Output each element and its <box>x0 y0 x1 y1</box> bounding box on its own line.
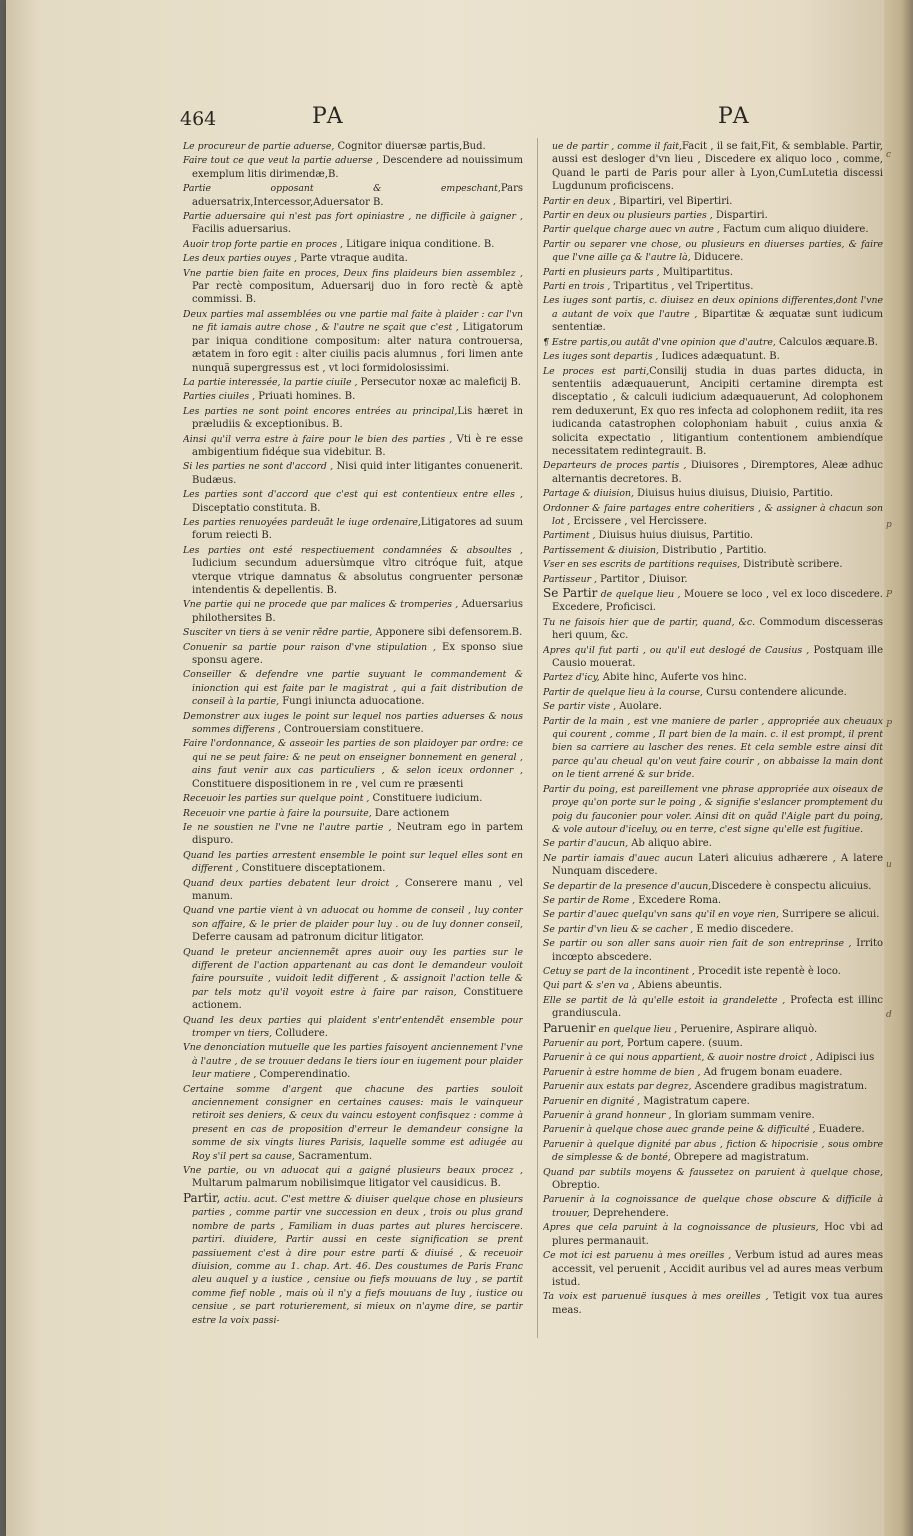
latin-gloss: Litigatores ad suum forum reiecti B. <box>192 516 523 542</box>
french-phrase: Quand vne partie vient à vn aduocat ou homme de conseil , luy conter son affaire, & le prier de plaider pour luy . ou de luy donner conseil, <box>183 905 523 930</box>
dictionary-entry <box>543 965 883 978</box>
french-phrase: Ordonner & faire partages entre coheritiers , & assigner à chacun son lot , <box>543 502 883 527</box>
running-head-right: PA <box>718 104 751 129</box>
french-phrase: Partie aduersaire qui n'est pas fort opiniastre , ne difficile à gaigner , <box>183 211 523 223</box>
latin-gloss: In gloriam summam venire. <box>671 1110 815 1122</box>
dictionary-entry <box>543 487 883 500</box>
latin-gloss: Excedere Roma. <box>635 894 722 906</box>
french-phrase: Parties ciuiles , <box>183 391 256 403</box>
page-header <box>180 104 880 136</box>
dictionary-entry <box>183 946 523 1013</box>
french-phrase: Vne partie, ou vn aduocat qui a gaigné plusieurs beaux procez , <box>183 1165 523 1177</box>
dictionary-entry <box>183 238 523 251</box>
latin-gloss: Colludere. <box>272 1028 328 1039</box>
french-phrase: Ie ne soustien ne l'vne ne l'autre partie , <box>183 821 392 833</box>
latin-gloss: Persecutor noxæ ac maleficij B. <box>357 376 521 388</box>
latin-gloss: Constituere iudicium. <box>369 793 483 805</box>
french-phrase: Se partir ou son aller sans auoir rien fait de son entreprinse , <box>543 938 852 950</box>
latin-gloss: Surripere se alicui. <box>778 909 880 921</box>
latin-gloss: Ercissere , vel Hercissere. <box>570 515 707 527</box>
french-phrase: Faire tout ce que veut la partie aduerse , <box>183 155 379 167</box>
dictionary-entry <box>183 433 523 460</box>
french-phrase: Paruenir à la cognoissance de quelque chose obscure & difficile à trouuer, <box>543 1194 883 1219</box>
french-phrase: en quelque lieu , <box>595 1023 678 1035</box>
dictionary-entry <box>183 821 523 848</box>
dictionary-entry <box>543 671 883 684</box>
latin-gloss: Peruenire, Aspirare aliquò. <box>677 1023 818 1035</box>
latin-gloss: Litigatorum par iniqua conditione compositum: alter natura controuersa, ætatem in foro egit : alter ciuilis pacis alumnus , fori limen ante nunquã supergressus est , vt loci formidolosissimi. <box>192 322 523 374</box>
french-phrase: Partisseur , <box>543 573 597 585</box>
french-phrase: Demonstrer aux iuges le point sur lequel nos parties aduerses & nous sommes differens , <box>183 710 523 736</box>
latin-gloss: Postquam ille Causio mouerat. <box>552 644 883 670</box>
french-phrase: Ne partir iamais d'auec aucun <box>543 852 694 864</box>
latin-gloss: Lateri alicuius adhærere , A latere Nunquam discedere. <box>552 852 883 878</box>
dictionary-entry <box>183 154 523 181</box>
latin-gloss: Ad frugem bonam euadere. <box>700 1066 843 1078</box>
french-phrase: La partie interessée, la partie ciuile , <box>183 376 358 388</box>
latin-gloss: Distributè scribere. <box>740 559 843 571</box>
dictionary-entry <box>183 405 523 432</box>
latin-gloss: Commodum discesseras heri quum, &c. <box>552 616 883 642</box>
latin-gloss: Mouere se loco , vel ex loco discedere. Excedere, Proficisci. <box>552 589 883 614</box>
latin-gloss: Conserere manu , vel manum. <box>192 877 523 902</box>
dictionary-entry <box>543 783 883 837</box>
french-phrase: Paruenir à grand honneur , <box>543 1110 672 1122</box>
french-phrase: Ta voix est paruenuë iusques à mes oreilles , <box>543 1291 769 1303</box>
dictionary-entry <box>543 1193 883 1220</box>
latin-gloss: Ascendere gradibus magistratum. <box>691 1081 868 1093</box>
french-phrase: Faire l'ordonnance, & asseoir les parties de son plaidoyer par ordre: ce qui ne se peut faire: & ne peut on enseigner bonnement en general , ains faut venir aux cas particuliers , & selon iceux ordonner , <box>183 738 523 777</box>
french-phrase: Partir quelque charge auec vn autre , <box>543 224 720 236</box>
dictionary-entry <box>543 880 883 893</box>
french-phrase: Si les parties ne sont d'accord , <box>183 461 334 473</box>
dictionary-entry <box>183 598 523 625</box>
french-phrase: de quelque lieu , <box>597 589 681 600</box>
dictionary-entry <box>543 1290 883 1317</box>
latin-gloss: Disceptatio constituta. B. <box>192 502 321 514</box>
dictionary-entry <box>183 877 523 904</box>
latin-gloss: Diuisores , Diremptores, Aleæ adhuc alternantis decretores. B. <box>552 460 883 485</box>
latin-gloss: Apponere sibi defensorem.B. <box>372 627 523 639</box>
dictionary-entry <box>183 182 523 209</box>
latin-gloss: Abite hinc, Auferte vos hinc. <box>599 672 747 684</box>
latin-gloss: Obreptio. <box>552 1180 600 1192</box>
dictionary-entry <box>543 558 883 571</box>
dictionary-entry <box>183 308 523 375</box>
french-phrase: Conseiller & defendre vne partie suyuant le commandement & inionction qui est faite par le magistrat , qui a fait distribution de conseil à la partie, <box>183 669 523 708</box>
dictionary-entry <box>183 849 523 876</box>
dictionary-entry <box>543 1080 883 1093</box>
latin-gloss: Profecta est illinc grandiuscula. <box>552 994 883 1020</box>
dictionary-entry <box>543 336 883 349</box>
dictionary-entry <box>183 1164 523 1191</box>
french-phrase: Ainsi qu'il verra estre à faire pour le bien des parties , <box>183 433 453 445</box>
dictionary-entry <box>183 668 523 708</box>
dictionary-entry <box>183 641 523 668</box>
latin-gloss: Facit , il se fait,Fit, & semblable. Partir, aussi est desloger d'vn lieu , Discedere ex aliquo loco , comme, Quand le parti de Paris pour aller à Lyon,CumLutetia discessi Lugdunum proficiscens. <box>552 141 883 193</box>
edge-glyph: P <box>886 720 893 730</box>
dictionary-entry <box>543 616 883 643</box>
french-phrase: Se partir d'auec quelqu'vn sans qu'il en voye rien, <box>543 909 779 921</box>
dictionary-entry <box>543 294 883 334</box>
dictionary-entry <box>543 459 883 486</box>
latin-gloss: Procedit iste repentè è loco. <box>694 965 841 977</box>
french-phrase: Paruenir au port, <box>543 1038 624 1049</box>
dictionary-entry <box>183 544 523 598</box>
dictionary-entry <box>543 994 883 1021</box>
french-phrase: Paruenir aux estats par degrez, <box>543 1081 692 1093</box>
french-phrase: Les iuges sont departis , <box>543 351 659 363</box>
dictionary-entry <box>543 979 883 992</box>
latin-gloss: Consilij studia in duas partes diducta, in sententiis adæquauerunt, Ancipiti certamine dirempta est disceptatio , & calculi iudicium adæquauerunt, Ad colophonem rem deduxerunt, Ex quo res infecta ad colophonem rediit, ita res iudicanda catastrophen colophoniam habuit , cuius anxia & solicita expectatio , litigantium contentionem ambiendíque necessitatem redintegrauit. B. <box>552 365 883 457</box>
latin-gloss: Bipartitæ & æquatæ sunt iudicum sententiæ. <box>552 308 883 334</box>
french-phrase: Apres qu'il fut parti , ou qu'il eut deslogé de Causius , <box>543 644 810 656</box>
dictionary-entry <box>543 852 883 879</box>
dictionary-entry <box>183 390 523 403</box>
dictionary-entry <box>543 238 883 265</box>
latin-gloss: Portum capere. (suum. <box>623 1038 743 1049</box>
latin-gloss: Parte vtraque audita. <box>296 253 408 265</box>
dictionary-entry <box>183 376 523 389</box>
edge-glyph: c <box>886 150 892 160</box>
dictionary-entry <box>543 140 883 194</box>
french-phrase: Elle se partit de là qu'elle estoit ia grandelette , <box>543 994 786 1006</box>
french-phrase: Les iuges sont partis, c. diuisez en deux opinions differentes,dont l'vne a autant de voix que l'autre , <box>543 295 883 320</box>
french-phrase: Les parties ne sont point encores entrées au principal, <box>183 405 458 417</box>
french-phrase: Paruenir à ce qui nous appartient, & auoir nostre droict , <box>543 1052 813 1064</box>
dictionary-entry <box>183 904 523 944</box>
latin-gloss: Vti è re esse ambigentium fidéque sua videbitur. B. <box>192 433 523 458</box>
dictionary-entry <box>543 715 883 782</box>
latin-gloss: Facilis aduersarius. <box>192 224 292 236</box>
french-phrase: Paruenir à quelque chose auec grande peine & difficulté , <box>543 1124 816 1136</box>
dictionary-entry <box>543 908 883 921</box>
latin-gloss: Par rectè compositum, Aduersarij duo in foro rectè & aptè commissi. B. <box>192 281 523 306</box>
french-phrase: Paruenir en dignité , <box>543 1095 641 1107</box>
dictionary-entry <box>543 923 883 936</box>
left-column <box>183 140 523 1520</box>
french-phrase: Auoir trop forte partie en proces , <box>183 238 343 250</box>
dictionary-entry <box>183 267 523 307</box>
french-phrase: Le proces est parti, <box>543 365 650 377</box>
french-phrase: Cetuy se part de la incontinent , <box>543 965 695 977</box>
edge-glyph: u <box>886 860 892 870</box>
latin-gloss: Bipartiri, vel Bipertiri. <box>615 195 733 207</box>
french-phrase: Les parties renuoyées pardeuãt le iuge ordenaire, <box>183 516 421 528</box>
latin-gloss: Nisi quid inter litigantes conuenerit. Budæus. <box>192 461 523 486</box>
french-phrase: Vne partie bien faite en proces, Deux fins plaideurs bien assemblez , <box>183 267 523 279</box>
french-phrase: Partir en deux ou plusieurs parties , <box>543 210 713 222</box>
french-phrase: Conuenir sa partie pour raison d'vne stipulation , <box>183 641 436 653</box>
french-phrase: Departeurs de proces partis , <box>543 460 687 472</box>
dictionary-entry <box>543 686 883 699</box>
french-phrase: Parti en trois , <box>543 281 611 293</box>
french-phrase: Apres que cela paruint à la cognoissance de plusieurs, <box>543 1222 819 1234</box>
french-phrase: Partir de quelque lieu à la course, <box>543 686 703 698</box>
french-phrase: Partage & diuision, <box>543 488 634 500</box>
latin-gloss: Litigare iniqua conditione. B. <box>342 238 495 250</box>
latin-gloss: Verbum istud ad aures meas accessit, vel peruenit , Accidit auribus vel ad aures meas verbum istud. <box>552 1250 883 1288</box>
headword-entry <box>543 587 883 615</box>
dictionary-entry <box>183 737 523 791</box>
dictionary-entry <box>543 644 883 671</box>
dictionary-entry <box>543 937 883 964</box>
french-phrase: Partir en deux , <box>543 195 616 207</box>
french-phrase: Partir de la main , est vne maniere de parler , appropriée aux cheuaux qui courent , comme , Il part bien de la main. c. il est prompt, il prent bien sa carriere au lascher des renes. Et cela semble estre ainsi dit parce qu'au cheual qu'on veut faire courir , on abbaisse la main dont on le tient arrené & sur bride. <box>543 715 883 781</box>
dictionary-entry <box>543 700 883 713</box>
latin-gloss: Diuisus huius diuisus, Partitio. <box>595 530 754 542</box>
dictionary-entry <box>543 266 883 279</box>
french-phrase: Le procureur de partie aduerse, <box>183 141 335 152</box>
dictionary-entry <box>543 544 883 557</box>
french-phrase: Vser en ses escrits de partitions requises, <box>543 559 741 571</box>
dictionary-entry <box>543 837 883 850</box>
latin-gloss: Auolare. <box>616 701 662 713</box>
dictionary-entry <box>543 502 883 529</box>
dictionary-entry <box>543 1109 883 1122</box>
latin-gloss: Priuati homines. B. <box>255 391 356 403</box>
dictionary-entry <box>183 807 523 820</box>
french-phrase: Partez d'icy, <box>543 672 600 684</box>
french-phrase: ue de partir , comme il fait, <box>552 141 683 152</box>
french-phrase: Quand les deux parties qui plaident s'entr'entendẽt ensemble pour tromper vn tiers, <box>183 1014 523 1039</box>
latin-gloss: Multipartitus. <box>659 266 734 278</box>
latin-gloss: Cognitor diuersæ partis,Bud. <box>334 141 486 152</box>
french-phrase: Ce mot ici est paruenu à mes oreilles , <box>543 1250 732 1262</box>
dictionary-entry <box>543 195 883 208</box>
entry-headword: Partir, <box>183 1190 221 1205</box>
dictionary-entry <box>183 516 523 543</box>
headword-entry-partir <box>183 1192 523 1327</box>
french-phrase: Paruenir à estre homme de bien , <box>543 1066 701 1078</box>
french-phrase: Partir ou separer vne chose, ou plusieurs en diuerses parties, & faire que l'vne aille ça & l'autre là, <box>543 238 883 264</box>
dictionary-entry <box>543 280 883 293</box>
french-phrase: Partissement & diuision, <box>543 544 659 556</box>
headword-entry <box>543 1022 883 1036</box>
dictionary-entry <box>543 1221 883 1248</box>
latin-gloss: Iudices adæquatunt. B. <box>658 351 780 363</box>
right-column <box>543 140 883 1520</box>
french-phrase: Se partir viste , <box>543 701 617 713</box>
french-phrase: Vne denonciation mutuelle que les parties faisoyent anciennement l'vne à l'autre , de se trouuer dedans le tiers iour en iugement pour plaider leur matiere , <box>183 1042 523 1081</box>
latin-gloss: Discedere è conspectu alicuius. <box>711 880 872 892</box>
facing-page-edge <box>884 0 913 1536</box>
latin-gloss: Sacramentum. <box>294 1150 373 1162</box>
french-phrase: Tu ne faisois hier que de partir, quand, &c. <box>543 616 756 628</box>
edge-glyph: d <box>886 1010 892 1020</box>
french-phrase: Quand par subtils moyens & faussetez on paruient à quelque chose, <box>543 1166 883 1178</box>
dictionary-entry <box>183 460 523 487</box>
french-phrase: Partir du poing, est pareillement vne phrase appropriée aux oiseaux de proye qu'on porte sur le poing , & signifie s'eslancer promptement du poig du fauconier pour voler. Ainsi dit on quãd l'Aigle part du poing, & vole autour d'iceluy, ou en terre, c'est signe qu'elle est fugitiue. <box>543 783 883 835</box>
dictionary-entry <box>183 626 523 639</box>
edge-glyph: P <box>886 590 893 600</box>
dictionary-entry <box>543 1095 883 1108</box>
french-phrase: Qui part & s'en va , <box>543 980 635 992</box>
french-phrase: Paruenir à quelque dignité par abus , fiction & hipocrisie , sous ombre de simplesse & de bonté, <box>543 1138 883 1164</box>
dictionary-entry <box>543 209 883 222</box>
latin-gloss: Dispartiri. <box>712 210 768 222</box>
dictionary-entry <box>543 529 883 542</box>
latin-gloss: Hoc vbi ad plures permanauit. <box>552 1222 883 1247</box>
latin-gloss: Factum cum aliquo diuidere. <box>719 224 869 236</box>
dictionary-entry <box>543 1066 883 1079</box>
latin-gloss: Dare actionem <box>371 807 450 819</box>
latin-gloss: Tripartitus , vel Tripertitus. <box>610 281 754 293</box>
dictionary-entry <box>543 1123 883 1136</box>
dictionary-entry <box>183 1041 523 1081</box>
dictionary-entry <box>183 488 523 515</box>
entry-headword: Paruenir <box>543 1020 596 1035</box>
french-phrase: Se partir d'aucun, <box>543 838 629 850</box>
edge-glyph: p <box>886 520 892 530</box>
dictionary-entry <box>543 573 883 586</box>
entry-headword: Se Partir <box>543 586 598 600</box>
dictionary-entry <box>183 1083 523 1163</box>
latin-gloss: Obrepere ad magistratum. <box>670 1152 810 1164</box>
latin-gloss: Irrito incœpto abscedere. <box>552 938 883 963</box>
latin-gloss: Magistratum capere. <box>640 1095 750 1107</box>
latin-gloss: Controuersiam constituere. <box>280 724 424 736</box>
dictionary-entry <box>183 710 523 737</box>
entry-text: actiu. acut. C'est mettre & diuiser quelque chose en plusieurs parties , comme partir vne succession en deux , trois ou plus grand nombre de parts , Familiam in duas partes aut plures herciscere. partiri. diuidere, Partir aussi en ceste signification se prent passiuement c'est à dire pour estre parti & diuisé , & receuoir diuision, comme au 1. chap. Art. 46. Des coustumes de Paris Franc aleu auquel y a iustice , censiue ou fiefs mouuans de luy , se partit comme fief noble , mais où il n'y a fiefs mouuans de luy , iustice ou censiue , se part roturierement, si mieux on n'ayme dire, se partir estre la voix passi- <box>192 1193 523 1326</box>
french-phrase: Parti en plusieurs parts , <box>543 266 660 278</box>
latin-gloss: Multarum palmarum nobilisimque litigator vel causidicus. B. <box>192 1178 501 1190</box>
latin-gloss: Tetigit vox tua aures meas. <box>552 1291 883 1316</box>
latin-gloss: Constituere dispositionem in re , vel cum re præsenti <box>192 778 464 790</box>
french-phrase: Se partir d'vn lieu & se cacher , <box>543 923 694 935</box>
dictionary-entry <box>543 1138 883 1165</box>
latin-gloss: Diuisus huius diuisus, Diuisio, Partitio. <box>633 488 834 500</box>
latin-gloss: Adipisci ius <box>812 1052 875 1064</box>
latin-gloss: Constituere disceptationem. <box>238 863 386 875</box>
latin-gloss: Abiens abeuntis. <box>634 980 723 992</box>
french-phrase: Certaine somme d'argent que chacune des parties souloit anciennement consigner en certaines causes: mais le vainqueur retiroit ses deniers, & ceux du vaincu estoyent confisquez : comme à present en cas de proposition d'erreur le demandeur consigne la somme de six vingts liures Parisis, laquelle somme est adiugée au Roy s'il pert sa cause, <box>183 1083 523 1162</box>
latin-gloss: Calculos æquare.B. <box>775 336 878 348</box>
french-phrase: Deux parties mal assemblées ou vne partie mal faite à plaider : car l'vn ne fit iamais autre chose , & l'autre ne sçait que c'est , <box>183 308 523 334</box>
dictionary-entry <box>543 1037 883 1050</box>
dictionary-entry <box>543 365 883 459</box>
latin-gloss: Ab aliquo abire. <box>628 838 712 850</box>
latin-gloss: Lis hæret in præludiis & exceptionibus. B. <box>192 405 523 431</box>
latin-gloss: Partitor , Diuisor. <box>596 573 688 585</box>
latin-gloss: Distributio , Partitio. <box>658 544 767 556</box>
dictionary-entry <box>183 1014 523 1041</box>
french-phrase: Receuoir les parties sur quelque point , <box>183 793 370 805</box>
dictionary-entry <box>183 252 523 265</box>
latin-gloss: Diducere. <box>690 252 744 264</box>
french-phrase: Receuoir vne partie à faire la poursuite, <box>183 807 372 819</box>
latin-gloss: Ex sponso siue sponsu agere. <box>192 641 523 667</box>
dictionary-entry <box>183 140 523 153</box>
latin-gloss: Comperendinatio. <box>256 1069 351 1081</box>
latin-gloss: Pars aduersatrix,Intercessor,Aduersator B. <box>192 183 523 208</box>
french-phrase: Quand les parties arrestent ensemble le point sur lequel elles sont en different , <box>183 849 523 875</box>
latin-gloss: Euadere. <box>815 1124 865 1136</box>
dictionary-entry <box>183 210 523 237</box>
dictionary-entry <box>543 894 883 907</box>
french-phrase: Vne partie qui ne procede que par malices & tromperies , <box>183 599 459 611</box>
french-phrase: Les parties sont d'accord que c'est qui est contentieux entre elles , <box>183 489 523 501</box>
page-number: 464 <box>180 108 217 130</box>
dictionary-entry <box>543 1166 883 1193</box>
latin-gloss: Fungi iniuncta aduocatione. <box>279 696 425 708</box>
french-phrase: Se departir de la presence d'aucun, <box>543 880 712 892</box>
latin-gloss: Descendere ad nouissimum exemplum litis dirimendæ,B. <box>192 155 523 180</box>
dictionary-entry <box>183 792 523 805</box>
running-head-left: PA <box>312 104 345 129</box>
dictionary-entry <box>543 1051 883 1064</box>
dictionary-entry <box>543 1249 883 1289</box>
latin-gloss: Deprehendere. <box>589 1207 669 1219</box>
french-phrase: Les parties ont esté respectiuement condamnées & absoultes , <box>183 544 523 556</box>
french-phrase: ¶ Estre partis,ou autãt d'vne opinion que d'autre, <box>543 336 776 348</box>
french-phrase: Partie opposant & empeschant, <box>183 183 501 195</box>
french-phrase: Partiment , <box>543 530 596 542</box>
french-phrase: Quand deux parties debatent leur droict , <box>183 877 399 889</box>
latin-gloss: E medio discedere. <box>693 923 794 935</box>
latin-gloss: Deferre causam ad patronum dicitur litigator. <box>192 932 424 944</box>
dictionary-entry <box>543 350 883 363</box>
french-phrase: Se partir de Rome , <box>543 894 636 906</box>
latin-gloss: Aduersarius philothersites B. <box>192 599 523 624</box>
french-phrase: Quand le preteur anciennemẽt apres auoir ouy les parties sur le different de l'action appartenant au cas dont le demandeur vouloit faire poursuite , vuidoit ledit different , & assignoit l'action telle & par tels motz qu'il voyoit estre à faire par raison, <box>183 946 523 998</box>
dictionary-entry <box>543 223 883 236</box>
latin-gloss: Constituere actionem. <box>192 986 523 1012</box>
column-divider <box>537 138 538 1338</box>
latin-gloss: Iudicium secundum aduersùmque vltro citróque fuit, atque vterque vtrique damnatus & absolutus congruenter personæ intendentis & depellentis. B. <box>192 558 523 596</box>
french-phrase: Les deux parties ouyes , <box>183 253 297 265</box>
latin-gloss: Neutram ego in partem dispuro. <box>192 821 523 847</box>
latin-gloss: Cursu contendere alicunde. <box>702 686 847 698</box>
french-phrase: Susciter vn tiers à se venir rẽdre partie, <box>183 627 373 639</box>
